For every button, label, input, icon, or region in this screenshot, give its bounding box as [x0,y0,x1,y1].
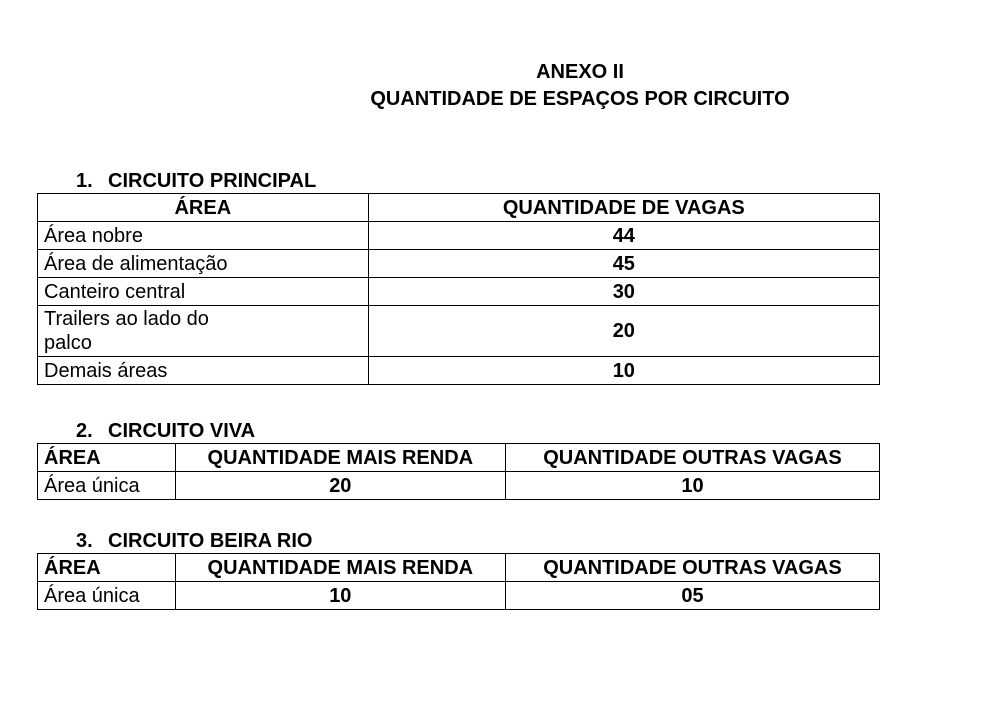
section-title: CIRCUITO PRINCIPAL [108,170,317,192]
area-cell: Canteiro central [38,278,369,306]
table-row [38,278,880,306]
column-header-area: ÁREA [38,554,176,582]
section-heading-circuito-viva [76,420,255,442]
quantity-cell: 20 [368,306,879,357]
outras-vagas-cell: 10 [505,472,879,500]
table-header-row [38,554,880,582]
area-cell: Área nobre [38,222,369,250]
table-header-row [38,194,880,222]
column-header-outras-vagas: QUANTIDADE OUTRAS VAGAS [505,444,879,472]
table-row [38,306,880,357]
area-cell: Área única [38,472,176,500]
document-title: ANEXO II [536,61,624,83]
quantity-cell: 45 [368,250,879,278]
section-title: CIRCUITO VIVA [108,420,256,442]
document-subtitle: QUANTIDADE DE ESPAÇOS POR CIRCUITO [370,88,790,110]
table-circuito-viva [37,443,880,500]
column-header-outras-vagas: QUANTIDADE OUTRAS VAGAS [505,554,879,582]
area-cell: Demais áreas [38,357,369,385]
table-row [38,222,880,250]
mais-renda-cell: 20 [175,472,505,500]
table-circuito-beira-rio [37,553,880,610]
table-header-row [38,444,880,472]
column-header-mais-renda: QUANTIDADE MAIS RENDA [175,554,505,582]
quantity-cell: 10 [368,357,879,385]
table-row [38,582,880,610]
section-number: 1. [76,170,93,192]
column-header-mais-renda: QUANTIDADE MAIS RENDA [175,444,505,472]
mais-renda-cell: 10 [175,582,505,610]
area-cell-line: Trailers ao lado do [44,308,209,330]
column-header-area: ÁREA [38,444,176,472]
column-header-quantidade-vagas: QUANTIDADE DE VAGAS [368,194,879,222]
area-cell: Área única [38,582,176,610]
table-row [38,357,880,385]
quantity-cell: 30 [368,278,879,306]
quantity-cell: 44 [368,222,879,250]
area-cell-line: palco [44,332,92,354]
section-number: 2. [76,420,93,442]
table-row [38,472,880,500]
section-number: 3. [76,530,93,552]
section-heading-circuito-principal [76,170,316,192]
section-heading-circuito-beira-rio [76,530,312,552]
outras-vagas-cell: 05 [505,582,879,610]
table-row [38,250,880,278]
column-header-area: ÁREA [38,194,369,222]
section-title: CIRCUITO BEIRA RIO [108,530,313,552]
area-cell: Área de alimentação [38,250,369,278]
table-circuito-principal [37,193,880,385]
area-cell [38,306,369,357]
